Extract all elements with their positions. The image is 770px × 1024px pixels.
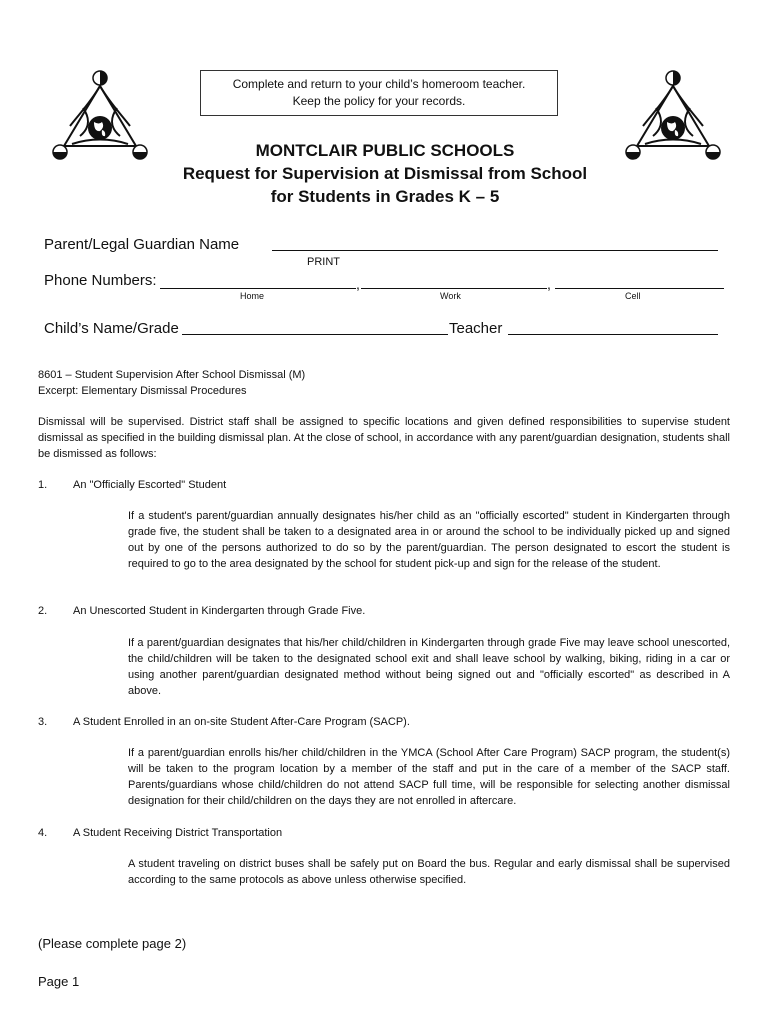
guardian-name-label: Parent/Legal Guardian Name xyxy=(44,236,240,253)
home-phone-field[interactable] xyxy=(160,274,356,289)
policy-intro: Dismissal will be supervised. District staff shall be assigned to specific locations and given defined responsibilities to supervise student dismissal as specified in the building dismissal plan. At the close of school, in accordance with any parent/guardian designation, students shall be dismissed as follows: xyxy=(38,416,730,460)
item-heading: An Unescorted Student in Kindergarten through Grade Five. xyxy=(73,605,366,617)
child-name-label: Child’s Name/Grade xyxy=(44,320,179,337)
item-heading: A Student Enrolled in an on-site Student After-Care Program (SACP). xyxy=(73,716,410,728)
print-hint: PRINT xyxy=(307,256,340,268)
guardian-name-field[interactable] xyxy=(272,236,718,251)
district-title: MONTCLAIR PUBLIC SCHOOLS xyxy=(255,141,515,160)
continue-note: (Please complete page 2) xyxy=(38,936,187,951)
page-number: Page 1 xyxy=(38,974,80,989)
cell-phone-field[interactable] xyxy=(555,274,724,289)
child-name-field[interactable] xyxy=(182,320,448,335)
item-text: A student traveling on district buses shall be safely put on Board the bus. Regular and early dismissal shall be supervised according to the same protocols as above unless otherwise specified. xyxy=(128,858,730,886)
form-subtitle: for Students in Grades K – 5 xyxy=(270,187,500,206)
item-heading: A Student Receiving District Transportation xyxy=(73,827,283,839)
item-text: If a parent/guardian enrolls his/her child/children in the YMCA (School After Care Program) SACP program, the student(s) will be taken to the program location by a member of the staff and put in the care of a member of the SACP staff. Parents/guardians whose child/children do not attend SACP full time, will be responsible for selecting another dismissal designation for their child/children on the days they are not enrolled in aftercare. xyxy=(128,747,730,807)
phone-separator-1: , xyxy=(356,276,360,292)
instructions-box xyxy=(200,70,558,116)
home-caption: Home xyxy=(240,291,265,301)
work-caption: Work xyxy=(440,291,461,301)
phone-numbers-label: Phone Numbers: xyxy=(44,272,157,289)
item-text: If a parent/guardian designates that his/her child/children in Kindergarten through grade Five may leave school unescorted, the child/children will be taken to the designated school exit and shall leave school by walking, biking, riding in a car or using another parent/guardian designated method without being signed out and "officially escorted" as described in A above. xyxy=(128,637,730,697)
instructions-line-2: Keep the policy for your records. xyxy=(292,94,466,108)
cell-caption: Cell xyxy=(625,291,641,301)
item-number: 3. xyxy=(38,716,48,728)
policy-excerpt: Excerpt: Elementary Dismissal Procedures xyxy=(38,385,247,397)
work-phone-field[interactable] xyxy=(361,274,547,289)
teacher-label: Teacher xyxy=(449,320,503,337)
policy-code: 8601 – Student Supervision After School Dismissal (M) xyxy=(38,369,306,381)
phone-separator-2: , xyxy=(547,276,551,292)
item-heading: An "Officially Escorted" Student xyxy=(73,479,227,491)
item-number: 1. xyxy=(38,479,48,491)
teacher-field[interactable] xyxy=(508,320,718,335)
item-number: 4. xyxy=(38,827,48,839)
form-title: Request for Supervision at Dismissal from School xyxy=(182,164,588,183)
item-number: 2. xyxy=(38,605,48,617)
item-text: If a student's parent/guardian annually designates his/her child as an "officially escorted" student in Kindergarten through grade five, the student shall be taken to a designated area in or around the school to be individually picked up and signed out by one of the persons authorized to do so by the parent/guardian. The person designated to escort the student is required to go to the area designated by the school for student pick-up and sign for the release of the student. xyxy=(128,510,730,570)
instructions-line-1: Complete and return to your child’s homeroom teacher. xyxy=(232,77,526,91)
